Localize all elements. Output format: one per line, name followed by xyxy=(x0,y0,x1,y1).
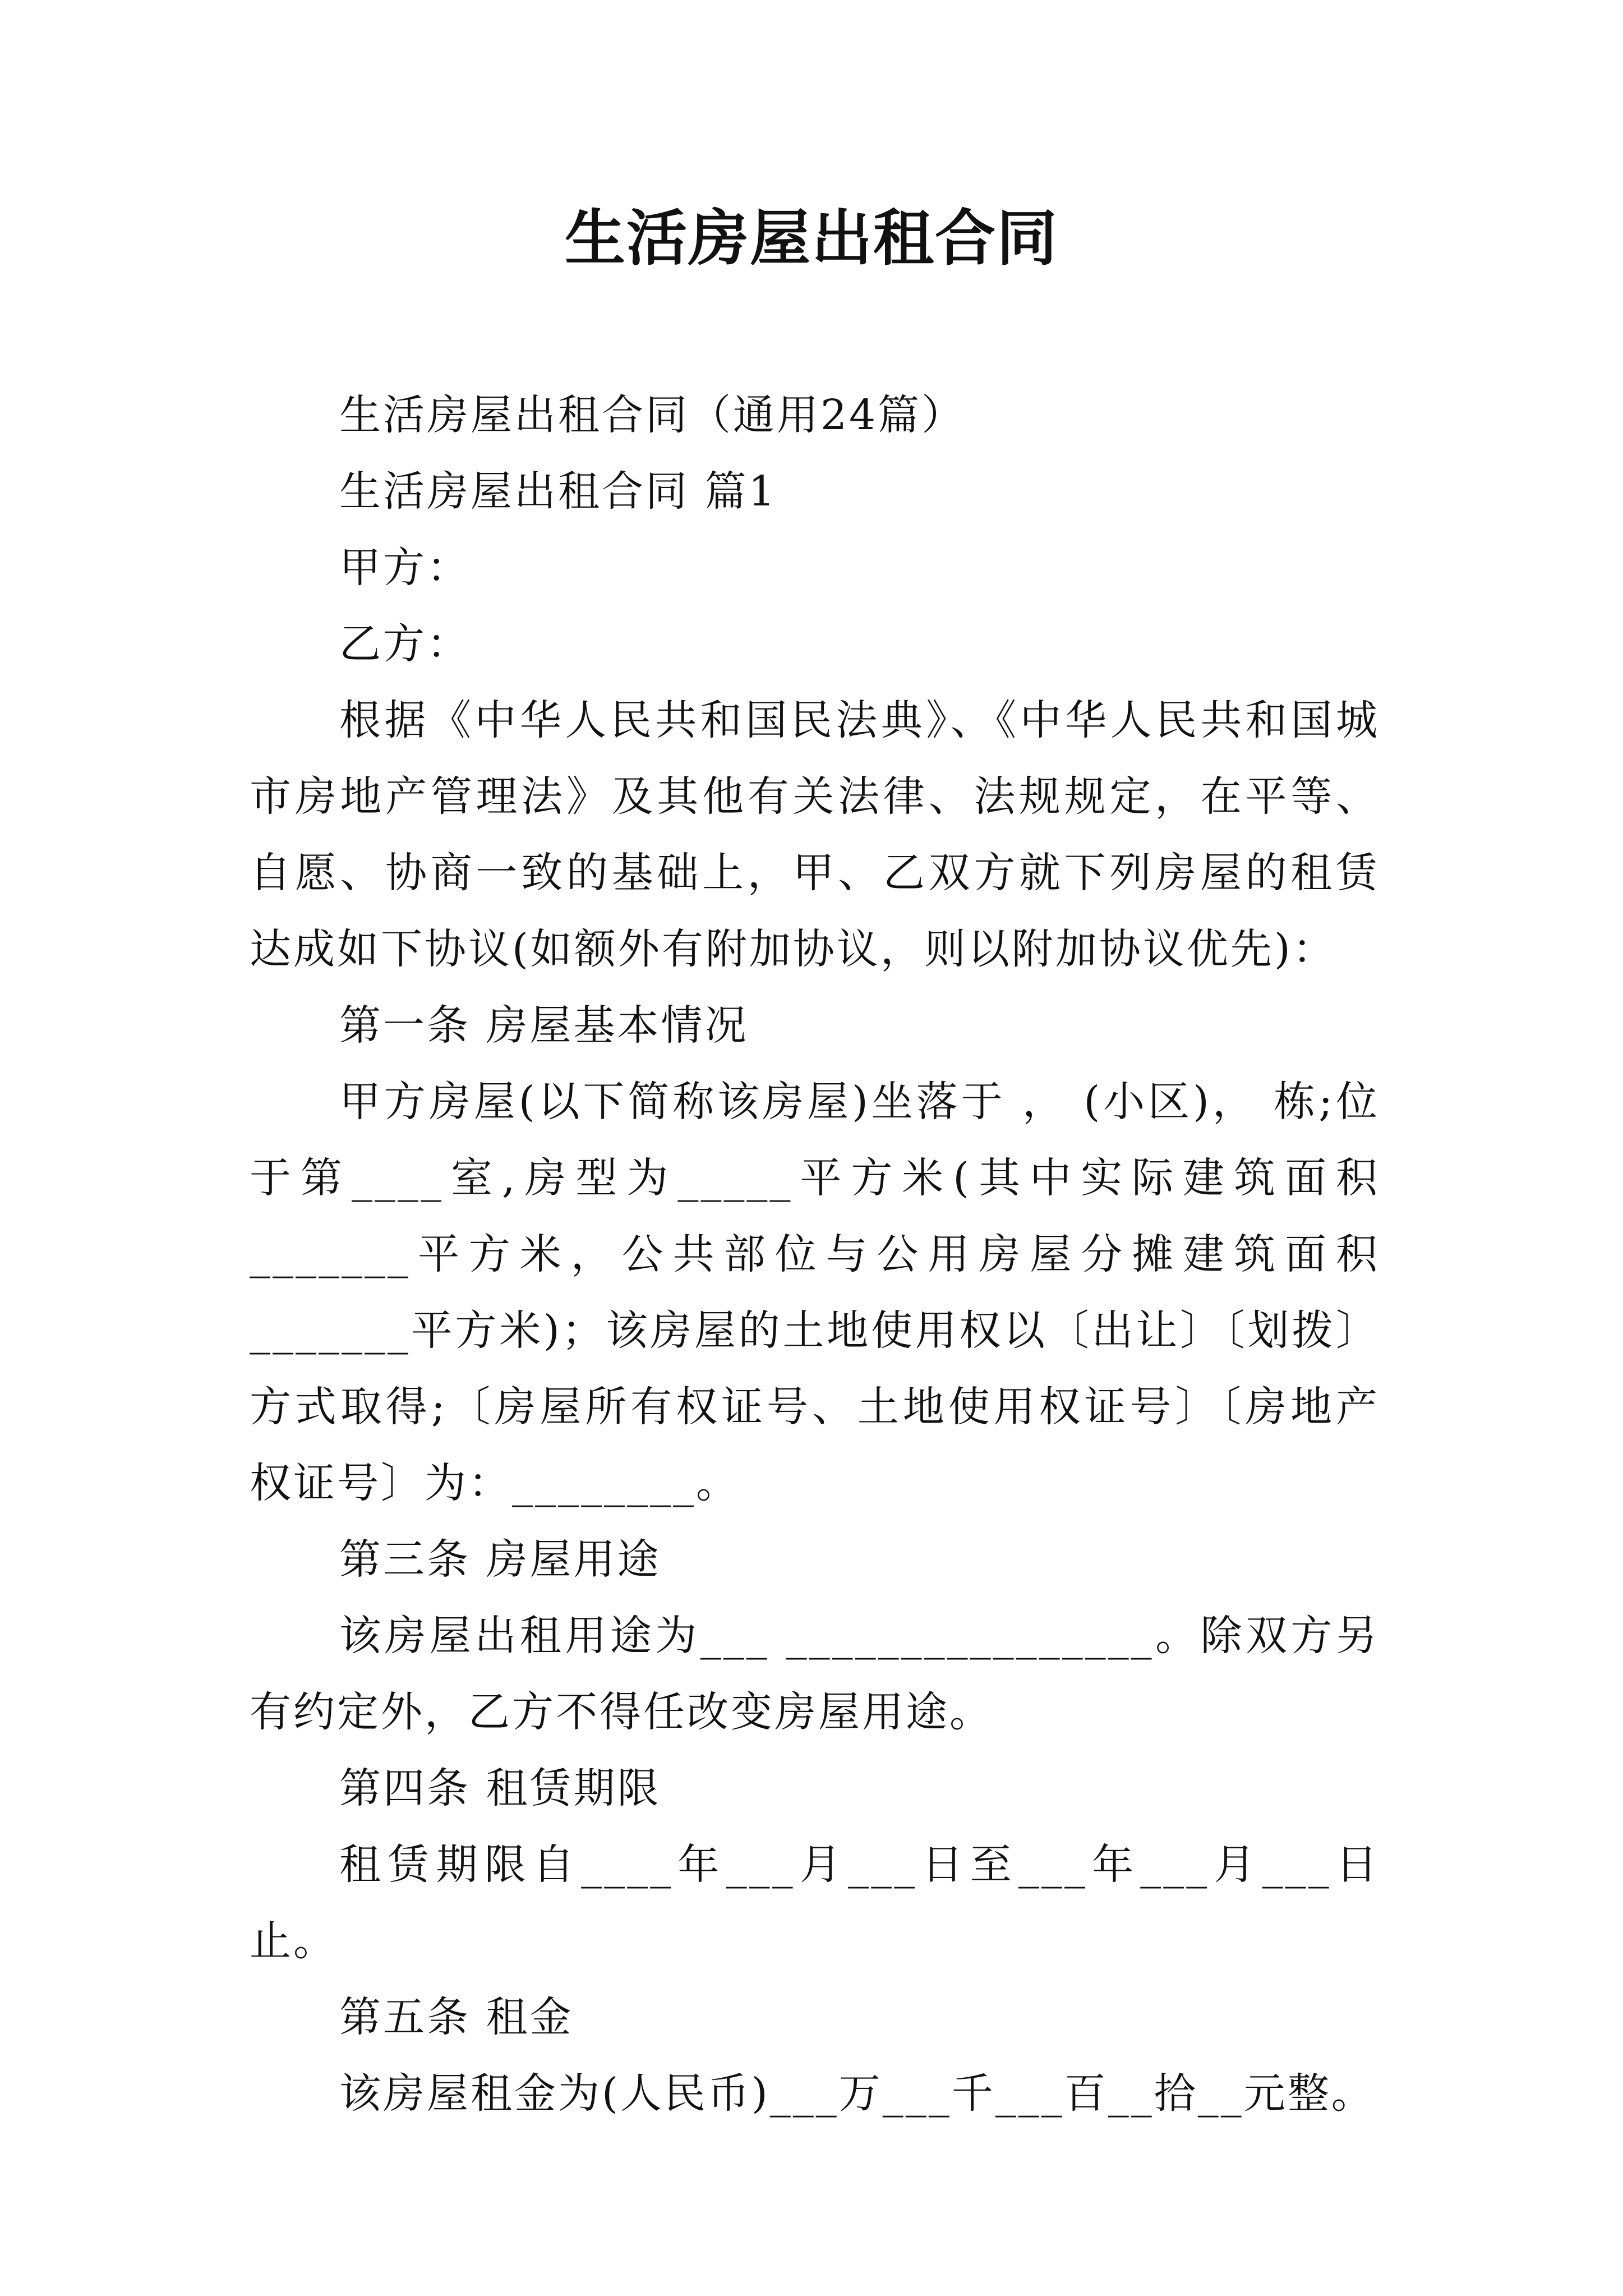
article-paragraph: 该房屋出租用途为___ ________________。除双方另有约定外，乙方不得任改变房屋用途。 xyxy=(250,1612,1380,1736)
document-title: 生活房屋出租合同 xyxy=(564,203,1058,274)
preamble-paragraph: 根据《中华人民共和国民法典》、《中华人民共和国城市房地产管理法》及其他有关法律、法规规定，在平等、自愿、协商一致的基础上，甲、乙双方就下列房屋的租赁达成如下协议(如额外有附加协议，则以附加协议优先)： xyxy=(250,696,1380,973)
subtitle-paragraph: 生活房屋出租合同（通用24篇） xyxy=(339,391,966,439)
party-b-line: 乙方： xyxy=(339,620,471,668)
document-body xyxy=(250,377,1380,2132)
article-paragraph: 租赁期限自____年___月___日至___年___月___日止。 xyxy=(250,1841,1380,1965)
section-heading: 生活房屋出租合同 篇1 xyxy=(339,467,777,516)
article-heading: 第三条 房屋用途 xyxy=(339,1535,661,1584)
article-heading: 第五条 租金 xyxy=(339,1993,574,2041)
article-heading: 第一条 房屋基本情况 xyxy=(339,1001,749,1050)
article-heading: 第四条 租赁期限 xyxy=(339,1764,661,1812)
article-paragraph: 该房屋租金为(人民币)___万___千___百__拾__元整。 xyxy=(339,2069,1375,2118)
party-a-line: 甲方： xyxy=(339,544,471,592)
article-paragraph: 甲方房屋(以下简称该房屋)坐落于 ， (小区)， 栋;位于第____室,房型为_____平方米(其中实际建筑面积_______平方米，公共部位与公用房屋分摊建筑面积_______平方米)；该房屋的土地使用权以〔出让〕〔划拨〕方式取得;〔房屋所有权证号、土地使用权证号〕〔房地产权证号〕为：________。 xyxy=(250,1078,1380,1507)
